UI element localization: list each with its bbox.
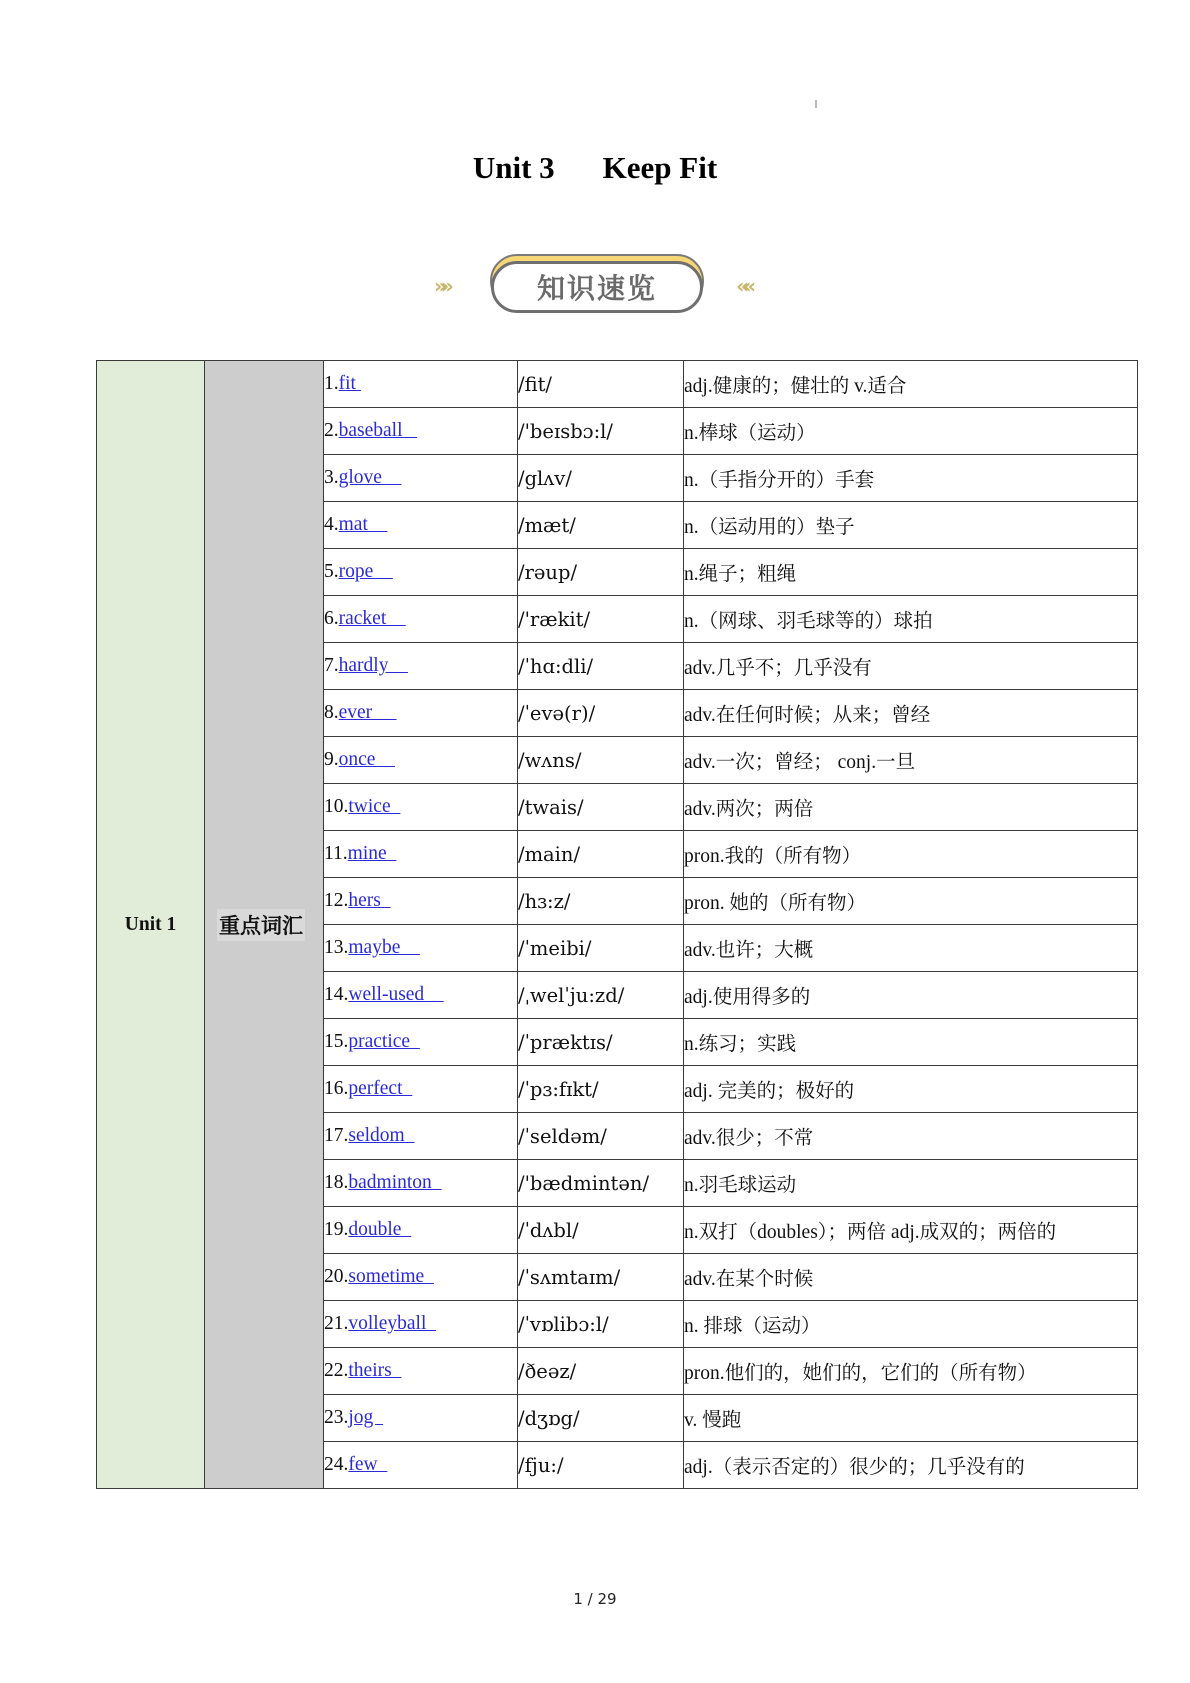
meaning: n.绳子；粗绳 bbox=[684, 549, 1138, 596]
meaning: pron. 她的（所有物） bbox=[684, 878, 1138, 925]
vocab-word: maybe bbox=[348, 937, 420, 958]
vocab-word: volleyball bbox=[348, 1313, 437, 1334]
meaning: n.双打（doubles）；两倍 adj.成双的；两倍的 bbox=[684, 1207, 1138, 1254]
chevron-left-icon: «« bbox=[736, 274, 750, 298]
vocab-word: racket bbox=[338, 608, 406, 629]
meaning: n. 排球（运动） bbox=[684, 1301, 1138, 1348]
word-cell bbox=[324, 690, 518, 737]
word-number: 11. bbox=[324, 843, 348, 864]
vocab-word: baseball bbox=[338, 420, 418, 441]
phonetic: /'rækit/ bbox=[518, 596, 684, 643]
table-row bbox=[97, 361, 1138, 408]
word-number: 18. bbox=[324, 1172, 349, 1193]
word-number: 9. bbox=[324, 749, 339, 770]
meaning: pron.我的（所有物） bbox=[684, 831, 1138, 878]
word-number: 15. bbox=[324, 1031, 349, 1052]
word-number: 7. bbox=[324, 655, 339, 676]
word-number: 20. bbox=[324, 1266, 349, 1287]
phonetic: /fju:/ bbox=[518, 1442, 684, 1489]
word-cell bbox=[324, 1348, 518, 1395]
meaning: v. 慢跑 bbox=[684, 1395, 1138, 1442]
meaning: adv.两次；两倍 bbox=[684, 784, 1138, 831]
phonetic: /twais/ bbox=[518, 784, 684, 831]
word-number: 2. bbox=[324, 420, 339, 441]
word-number: 21. bbox=[324, 1313, 349, 1334]
chevron-right-icon: »» bbox=[434, 274, 448, 298]
word-cell bbox=[324, 878, 518, 925]
category-label: 重点词汇 bbox=[217, 909, 305, 941]
word-cell bbox=[324, 925, 518, 972]
word-cell bbox=[324, 643, 518, 690]
title-name: Keep Fit bbox=[602, 150, 718, 185]
word-number: 24. bbox=[324, 1454, 349, 1475]
phonetic: /wʌns/ bbox=[518, 737, 684, 784]
phonetic: /ˌwelˈju:zd/ bbox=[518, 972, 684, 1019]
vocab-word: mat bbox=[338, 514, 388, 535]
phonetic: /ˈpræktɪs/ bbox=[518, 1019, 684, 1066]
word-number: 19. bbox=[324, 1219, 349, 1240]
vocab-word: double bbox=[348, 1219, 412, 1240]
word-cell bbox=[324, 737, 518, 784]
vocab-word: mine bbox=[347, 843, 397, 864]
word-cell bbox=[324, 1442, 518, 1489]
vocab-word: once bbox=[338, 749, 395, 770]
word-number: 6. bbox=[324, 608, 339, 629]
word-cell bbox=[324, 361, 518, 408]
word-number: 5. bbox=[324, 561, 339, 582]
phonetic: /ðeəz/ bbox=[518, 1348, 684, 1395]
word-cell bbox=[324, 1066, 518, 1113]
vocab-word: glove bbox=[338, 467, 402, 488]
word-number: 13. bbox=[324, 937, 349, 958]
meaning: adv.也许；大概 bbox=[684, 925, 1138, 972]
vocab-word: rope bbox=[338, 561, 393, 582]
section-badge bbox=[434, 252, 758, 314]
word-cell bbox=[324, 972, 518, 1019]
page-number: 1 / 29 bbox=[573, 1590, 617, 1608]
phonetic: /'beɪsbɔ:l/ bbox=[518, 408, 684, 455]
word-cell bbox=[324, 784, 518, 831]
word-cell bbox=[324, 1160, 518, 1207]
vocab-word: sometime bbox=[348, 1266, 434, 1287]
meaning: adv.在某个时候 bbox=[684, 1254, 1138, 1301]
vocab-word: hardly bbox=[338, 655, 408, 676]
phonetic: /glʌv/ bbox=[518, 455, 684, 502]
meaning: adv.几乎不；几乎没有 bbox=[684, 643, 1138, 690]
vocab-word: perfect bbox=[348, 1078, 413, 1099]
vocab-word: theirs bbox=[348, 1360, 402, 1381]
category-cell bbox=[205, 361, 324, 1489]
phonetic: /'bædmintən/ bbox=[518, 1160, 684, 1207]
phonetic: /mæt/ bbox=[518, 502, 684, 549]
word-number: 8. bbox=[324, 702, 339, 723]
word-number: 1. bbox=[324, 373, 339, 394]
phonetic: /ˈmeibi/ bbox=[518, 925, 684, 972]
word-cell bbox=[324, 1254, 518, 1301]
meaning: adj.使用得多的 bbox=[684, 972, 1138, 1019]
phonetic: /ˈsʌmtaɪm/ bbox=[518, 1254, 684, 1301]
phonetic: /ˈpɜ:fɪkt/ bbox=[518, 1066, 684, 1113]
meaning: adj.健康的；健壮的 v.适合 bbox=[684, 361, 1138, 408]
vocab-word: hers bbox=[348, 890, 391, 911]
word-cell bbox=[324, 831, 518, 878]
word-number: 4. bbox=[324, 514, 339, 535]
vocab-word: well-used bbox=[348, 984, 444, 1005]
vocab-word: seldom bbox=[348, 1125, 415, 1146]
word-number: 23. bbox=[324, 1407, 349, 1428]
meaning: adv.在任何时候；从来；曾经 bbox=[684, 690, 1138, 737]
meaning: pron.他们的，她们的，它们的（所有物） bbox=[684, 1348, 1138, 1395]
vocab-word: badminton bbox=[348, 1172, 442, 1193]
word-cell bbox=[324, 1301, 518, 1348]
word-cell bbox=[324, 502, 518, 549]
word-number: 17. bbox=[324, 1125, 349, 1146]
word-cell bbox=[324, 1207, 518, 1254]
word-number: 16. bbox=[324, 1078, 349, 1099]
vocab-word: jog bbox=[348, 1407, 384, 1428]
word-cell bbox=[324, 408, 518, 455]
unit-label: Unit 1 bbox=[97, 361, 205, 1489]
meaning: n.练习；实践 bbox=[684, 1019, 1138, 1066]
meaning: n.棒球（运动） bbox=[684, 408, 1138, 455]
title-unit: Unit 3 bbox=[472, 150, 555, 185]
header-mark bbox=[815, 100, 817, 108]
phonetic: /hɜ:z/ bbox=[518, 878, 684, 925]
phonetic: /ˈevə(r)/ bbox=[518, 690, 684, 737]
word-cell bbox=[324, 1395, 518, 1442]
word-number: 22. bbox=[324, 1360, 349, 1381]
phonetic: /fit/ bbox=[518, 361, 684, 408]
phonetic: /ˈvɒlibɔ:l/ bbox=[518, 1301, 684, 1348]
word-number: 12. bbox=[324, 890, 349, 911]
word-cell bbox=[324, 596, 518, 643]
meaning: adv.一次；曾经； conj.一旦 bbox=[684, 737, 1138, 784]
meaning: n.（网球、羽毛球等的）球拍 bbox=[684, 596, 1138, 643]
word-cell bbox=[324, 549, 518, 596]
word-number: 14. bbox=[324, 984, 349, 1005]
meaning: n.（手指分开的）手套 bbox=[684, 455, 1138, 502]
word-cell bbox=[324, 1113, 518, 1160]
meaning: adj.（表示否定的）很少的；几乎没有的 bbox=[684, 1442, 1138, 1489]
vocab-word: fit bbox=[338, 373, 361, 394]
meaning: adv.很少；不常 bbox=[684, 1113, 1138, 1160]
vocab-word: practice bbox=[348, 1031, 420, 1052]
phonetic: /rəup/ bbox=[518, 549, 684, 596]
vocab-word: ever bbox=[338, 702, 397, 723]
phonetic: /ˈdʌbl/ bbox=[518, 1207, 684, 1254]
word-cell bbox=[324, 455, 518, 502]
phonetic: /ˈseldəm/ bbox=[518, 1113, 684, 1160]
word-number: 10. bbox=[324, 796, 349, 817]
phonetic: /ˈhɑ:dli/ bbox=[518, 643, 684, 690]
word-cell bbox=[324, 1019, 518, 1066]
phonetic: /main/ bbox=[518, 831, 684, 878]
meaning: n.（运动用的）垫子 bbox=[684, 502, 1138, 549]
phonetic: /dʒɒg/ bbox=[518, 1395, 684, 1442]
word-number: 3. bbox=[324, 467, 339, 488]
meaning: n.羽毛球运动 bbox=[684, 1160, 1138, 1207]
page-title bbox=[0, 150, 1190, 186]
meaning: adj. 完美的；极好的 bbox=[684, 1066, 1138, 1113]
vocab-word: twice bbox=[348, 796, 401, 817]
vocab-word: few bbox=[348, 1454, 388, 1475]
badge-label: 知识速览 bbox=[491, 261, 703, 313]
vocabulary-table bbox=[96, 360, 1138, 1489]
